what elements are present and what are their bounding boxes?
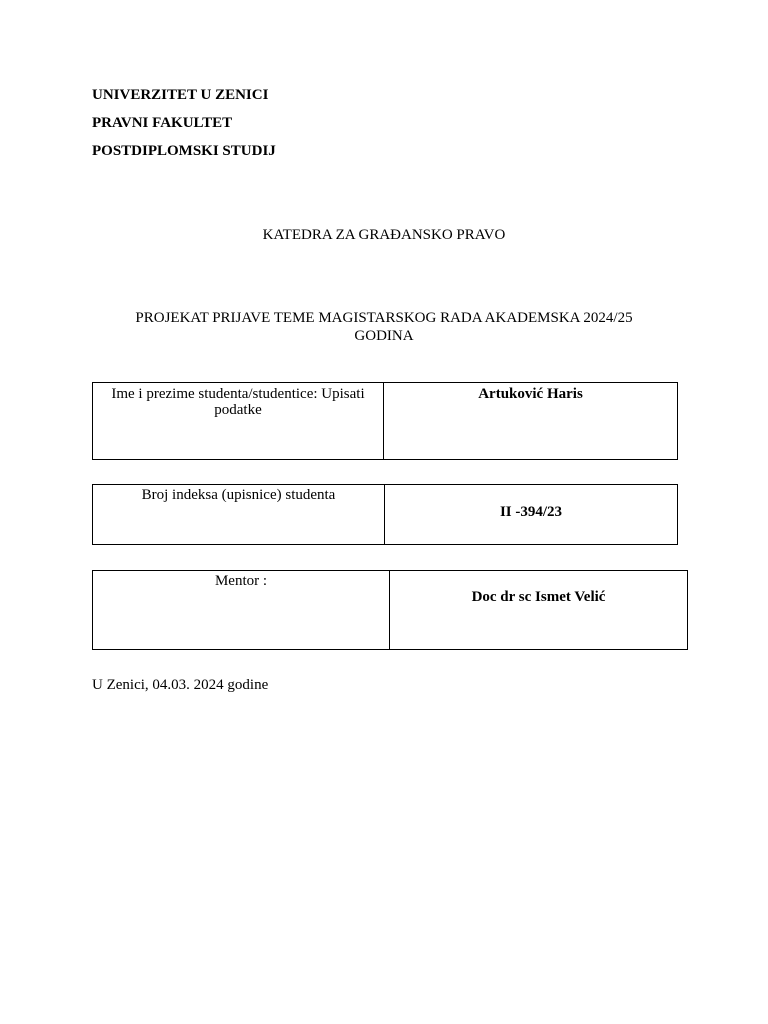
index-number-label: Broj indeksa (upisnice) studenta [93, 485, 385, 545]
department-heading: KATEDRA ZA GRAĐANSKO PRAVO [262, 227, 506, 243]
student-name-value: Artuković Haris [384, 383, 678, 460]
table-row [93, 485, 678, 545]
study-name: POSTDIPLOMSKI STUDIJ [92, 143, 276, 159]
document-title: PROJEKAT PRIJAVE TEME MAGISTARSKOG RADA AKADEMSKA 2024/25 GODINA [135, 310, 633, 344]
table-row [93, 383, 678, 460]
date-line: U Zenici, 04.03. 2024 godine [92, 677, 269, 693]
mentor-value: Doc dr sc Ismet Velić [390, 571, 688, 650]
table-row [93, 571, 688, 650]
mentor-table [92, 570, 688, 650]
index-number-value: II -394/23 [385, 485, 678, 545]
index-number-table [92, 484, 678, 545]
student-name-table [92, 382, 678, 460]
university-name: UNIVERZITET U ZENICI [92, 87, 269, 103]
faculty-name: PRAVNI FAKULTET [92, 115, 233, 131]
mentor-label: Mentor : [93, 571, 390, 650]
student-name-label: Ime i prezime studenta/studentice: Upisati podatke [93, 383, 384, 460]
